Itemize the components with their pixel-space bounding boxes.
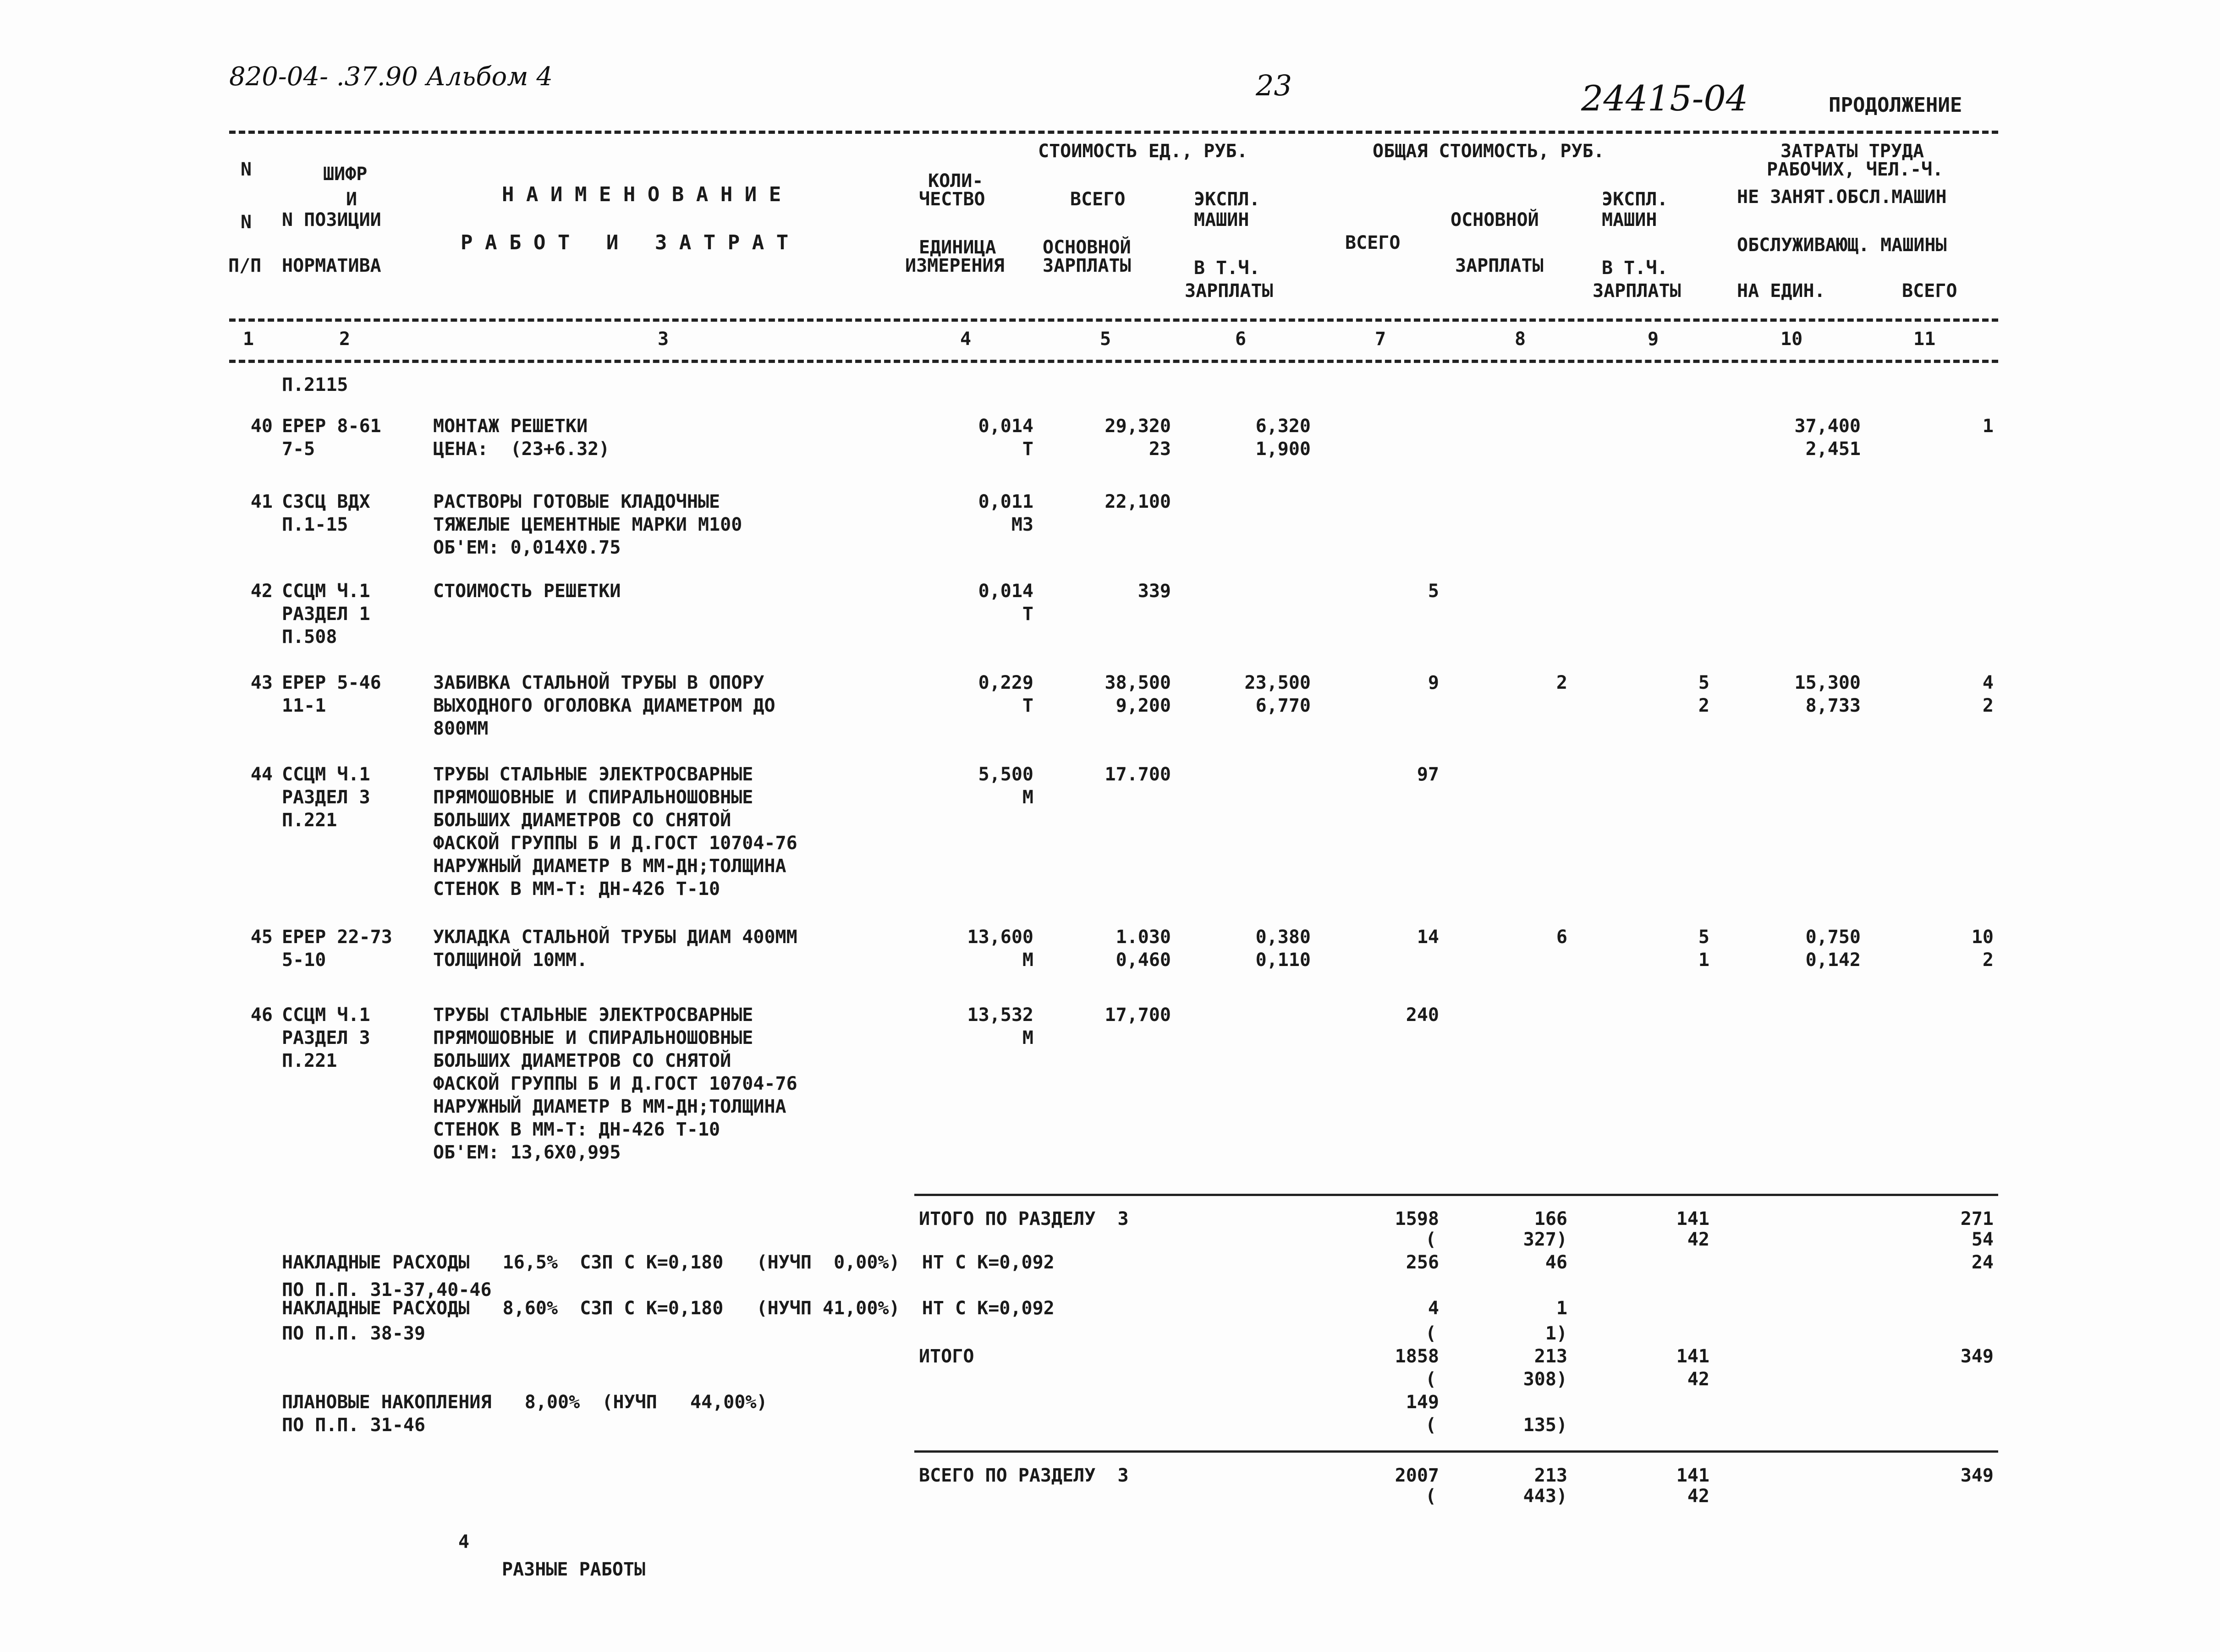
overhead1-label: НАКЛАДНЫЕ РАСХОДЫ 16,5% СЗП С К=0,180 (НУЧП 0,00%) НТ С К=0,092 — [282, 1252, 1055, 1273]
subtotal-c8-1: 213 — [1534, 1346, 1567, 1367]
next-section-number: 4 — [458, 1531, 470, 1553]
col5-header-wage: ЗАРПЛАТЫ — [1043, 255, 1131, 276]
row-2-qty: 0,011 — [978, 491, 1033, 512]
row-4-name-2: 800ММ — [433, 718, 489, 739]
row-4-c5-1: 9,200 — [1115, 695, 1171, 716]
row-4-qty: 0,229 — [978, 672, 1033, 693]
row-1-n: 40 — [250, 416, 273, 437]
colnum-8: 8 — [1515, 329, 1526, 350]
row-1-qty: 0,014 — [978, 416, 1033, 437]
section-total-c11-2: 54 — [1971, 1229, 1994, 1250]
row-3-c7-0: 5 — [1428, 581, 1439, 602]
col4-header-qty: КОЛИ- — [928, 170, 984, 192]
col1-header-n2: N — [241, 212, 252, 233]
row-3-code-2: П.508 — [282, 626, 337, 648]
col5-header-base: ОСНОВНОЙ — [1043, 237, 1131, 258]
row-6-name-0: УКЛАДКА СТАЛЬНОЙ ТРУБЫ ДИАМ 400ММ — [433, 927, 797, 948]
row-5-unit: М — [1022, 787, 1033, 808]
col6-header-mach: МАШИН — [1194, 209, 1249, 231]
row-7-name-3: ФАСКОЙ ГРУППЫ Б И Д.ГОСТ 10704-76 — [433, 1073, 797, 1094]
album-reference: 820-04- .37.90 Альбом 4 — [229, 62, 553, 92]
col1-header-pp: П/П — [228, 255, 262, 276]
row-4-c6-0: 23,500 — [1244, 672, 1311, 693]
row-7-name-1: ПРЯМОШОВНЫЕ И СПИРАЛЬНОШОВНЫЕ — [433, 1027, 753, 1048]
row-1-c10-1: 2,451 — [1805, 439, 1861, 460]
row-6-name-1: ТОЛЩИНОЙ 10ММ. — [433, 949, 588, 971]
col9-header-incl: В Т.Ч. — [1602, 258, 1668, 279]
grand-total-c9-2: 42 — [1687, 1486, 1709, 1507]
col4-header-unit: ЕДИНИЦА — [919, 237, 996, 258]
row-2-name-2: ОБ'ЕМ: 0,014Х0.75 — [433, 537, 621, 558]
row-4-unit: Т — [1022, 695, 1033, 716]
row-6-c6-1: 0,110 — [1255, 949, 1311, 971]
row-0-code-0: П.2115 — [282, 374, 348, 395]
overhead2-c8-2: 1) — [1545, 1323, 1567, 1344]
row-2-c5-0: 22,100 — [1105, 491, 1171, 512]
overhead1-c7: 256 — [1406, 1252, 1439, 1273]
col9-header-expl: ЭКСПЛ. — [1602, 189, 1668, 210]
row-3-c5-0: 339 — [1137, 581, 1171, 602]
row-5-name-1: ПРЯМОШОВНЫЕ И СПИРАЛЬНОШОВНЫЕ — [433, 787, 753, 808]
col2-header-norm: НОРМАТИВА — [282, 255, 381, 276]
page-number: 23 — [1256, 69, 1292, 102]
labor-idle-header: НЕ ЗАНЯТ.ОБСЛ.МАШИН — [1737, 187, 1947, 208]
row-4-c10-1: 8,733 — [1805, 695, 1861, 716]
row-6-qty: 13,600 — [967, 927, 1033, 948]
row-6-c5-0: 1.030 — [1115, 927, 1171, 948]
totals-top-rule — [914, 1194, 1998, 1196]
row-2-name-0: РАСТВОРЫ ГОТОВЫЕ КЛАДОЧНЫЕ — [433, 491, 720, 512]
row-4-c7-0: 9 — [1428, 672, 1439, 693]
col6-header-incl: В Т.Ч. — [1194, 258, 1260, 279]
col6-header-wage: ЗАРПЛАТЫ — [1185, 280, 1273, 302]
overhead2-paren: ( — [1425, 1323, 1437, 1344]
row-5-code-2: П.221 — [282, 810, 337, 831]
col6-header-expl: ЭКСПЛ. — [1194, 189, 1260, 210]
grand-total-c7: 2007 — [1395, 1465, 1439, 1486]
subtotal-paren: ( — [1425, 1369, 1437, 1390]
row-4-c9-0: 5 — [1698, 672, 1709, 693]
subtotal-label: ИТОГО — [919, 1346, 974, 1367]
row-3-code-1: РАЗДЕЛ 1 — [282, 604, 370, 625]
savings-items: ПО П.П. 31-46 — [282, 1415, 426, 1436]
row-4-c6-1: 6,770 — [1255, 695, 1311, 716]
row-7-unit: М — [1022, 1027, 1033, 1048]
row-5-name-0: ТРУБЫ СТАЛЬНЫЕ ЭЛЕКТРОСВАРНЫЕ — [433, 764, 753, 785]
row-7-code-1: РАЗДЕЛ 3 — [282, 1027, 370, 1048]
section-total-c11-1: 271 — [1960, 1208, 1994, 1229]
row-6-unit: М — [1022, 949, 1033, 971]
col11-header: ВСЕГО — [1902, 280, 1957, 302]
row-3-n: 42 — [250, 581, 273, 602]
colnum-4: 4 — [960, 329, 972, 350]
grand-total-c9-1: 141 — [1676, 1465, 1709, 1486]
section-total-paren: ( — [1425, 1229, 1437, 1250]
row-1-c5-0: 29,320 — [1105, 416, 1171, 437]
row-4-c5-0: 38,500 — [1105, 672, 1171, 693]
row-7-qty: 13,532 — [967, 1004, 1033, 1026]
row-7-name-4: НАРУЖНЫЙ ДИАМЕТР В ММ-ДН;ТОЛЩИНА — [433, 1096, 786, 1117]
section-total-label: ИТОГО ПО РАЗДЕЛУ 3 — [919, 1208, 1129, 1229]
row-6-c7-0: 14 — [1417, 927, 1439, 948]
col8-header-wage: ЗАРПЛАТЫ — [1455, 255, 1544, 276]
row-3-qty: 0,014 — [978, 581, 1033, 602]
row-5-name-5: СТЕНОК В ММ-Т: ДН-426 Т-10 — [433, 878, 720, 900]
row-6-c5-1: 0,460 — [1115, 949, 1171, 971]
row-1-name-1: ЦЕНА: (23+6.32) — [433, 439, 610, 460]
labor-group-header: ЗАТРАТЫ ТРУДА — [1780, 141, 1924, 162]
colnum-10: 10 — [1780, 329, 1803, 350]
row-2-code-1: П.1-15 — [282, 514, 348, 535]
row-6-c9-1: 1 — [1698, 949, 1709, 971]
row-7-code-2: П.221 — [282, 1050, 337, 1071]
col4-header-qty2: ЧЕСТВО — [919, 189, 985, 210]
row-1-c6-0: 6,320 — [1255, 416, 1311, 437]
row-2-name-1: ТЯЖЕЛЫЕ ЦЕМЕНТНЫЕ МАРКИ М100 — [433, 514, 742, 535]
col3-header-works: Р А Б О Т И З А Т Р А Т — [461, 231, 789, 254]
row-1-c10-0: 37,400 — [1794, 416, 1861, 437]
savings-c7: 149 — [1406, 1392, 1439, 1413]
row-4-c8-0: 2 — [1556, 672, 1567, 693]
labor-service-header: ОБСЛУЖИВАЮЩ. МАШИНЫ — [1737, 235, 1947, 256]
row-5-c5-0: 17.700 — [1105, 764, 1171, 785]
section-total-c8-1: 166 — [1534, 1208, 1567, 1229]
header-bottom-rule — [229, 318, 1998, 322]
colnum-6: 6 — [1235, 329, 1247, 350]
unit-cost-group-header: СТОИМОСТЬ ЕД., РУБ. — [1038, 141, 1248, 162]
row-1-code-1: 7-5 — [282, 439, 315, 460]
row-7-c7-0: 240 — [1406, 1004, 1439, 1026]
row-5-code-1: РАЗДЕЛ 3 — [282, 787, 370, 808]
row-7-name-5: СТЕНОК В ММ-Т: ДН-426 Т-10 — [433, 1119, 720, 1140]
overhead2-items: ПО П.П. 38-39 — [282, 1323, 426, 1344]
col2-header-code: ШИФР — [323, 164, 368, 185]
row-1-c11-0: 1 — [1982, 416, 1994, 437]
overhead1-items: ПО П.П. 31-37,40-46 — [282, 1279, 492, 1301]
row-4-c11-0: 4 — [1982, 672, 1994, 693]
grand-total-paren: ( — [1425, 1486, 1437, 1507]
row-1-c6-1: 1,900 — [1255, 439, 1311, 460]
row-6-code-0: ЕРЕР 22-73 — [282, 927, 392, 948]
grand-total-c11: 349 — [1960, 1465, 1994, 1486]
overhead2-c7: 4 — [1428, 1298, 1439, 1319]
colnum-1: 1 — [243, 329, 254, 350]
colnum-5: 5 — [1100, 329, 1111, 350]
overhead2-c8-1: 1 — [1556, 1298, 1567, 1319]
subtotal-c11: 349 — [1960, 1346, 1994, 1367]
row-3-code-0: ССЦМ Ч.1 — [282, 581, 370, 602]
row-4-c9-1: 2 — [1698, 695, 1709, 716]
subtotal-c9-1: 141 — [1676, 1346, 1709, 1367]
row-4-name-1: ВЫХОДНОГО ОГОЛОВКА ДИАМЕТРОМ ДО — [433, 695, 775, 716]
col9-header-mach: МАШИН — [1602, 209, 1657, 231]
labor-group-sub: РАБОЧИХ, ЧЕЛ.-Ч. — [1767, 159, 1944, 180]
row-7-name-0: ТРУБЫ СТАЛЬНЫЕ ЭЛЕКТРОСВАРНЫЕ — [433, 1004, 753, 1026]
col1-header-n: N — [241, 159, 252, 180]
col10-header: НА ЕДИН. — [1737, 280, 1825, 302]
row-5-code-0: ССЦМ Ч.1 — [282, 764, 370, 785]
row-1-name-0: МОНТАЖ РЕШЕТКИ — [433, 416, 588, 437]
colnum-7: 7 — [1375, 329, 1386, 350]
row-1-code-0: ЕРЕР 8-61 — [282, 416, 381, 437]
savings-paren: ( — [1425, 1415, 1437, 1436]
row-2-n: 41 — [250, 491, 273, 512]
next-section-title: РАЗНЫЕ РАБОТЫ — [502, 1559, 646, 1580]
row-5-qty: 5,500 — [978, 764, 1033, 785]
subtotal-c9-2: 42 — [1687, 1369, 1709, 1390]
col7-header-total: ВСЕГО — [1345, 232, 1401, 253]
column-number-rule — [229, 360, 1998, 363]
savings-c8: 135) — [1523, 1415, 1567, 1436]
row-6-code-1: 5-10 — [282, 949, 326, 971]
colnum-3: 3 — [658, 329, 669, 350]
col9-header-wage: ЗАРПЛАТЫ — [1593, 280, 1681, 302]
row-4-name-0: ЗАБИВКА СТАЛЬНОЙ ТРУБЫ В ОПОРУ — [433, 672, 764, 693]
row-3-name-0: СТОИМОСТЬ РЕШЕТКИ — [433, 581, 621, 602]
section-total-c8-2: 327) — [1523, 1229, 1567, 1250]
row-6-c10-1: 0,142 — [1805, 949, 1861, 971]
overhead2-label: НАКЛАДНЫЕ РАСХОДЫ 8,60% СЗП С К=0,180 (НУЧП 41,00%) НТ С К=0,092 — [282, 1298, 1055, 1319]
row-2-unit: М3 — [1011, 514, 1033, 535]
row-7-c5-0: 17,700 — [1105, 1004, 1171, 1026]
row-7-name-6: ОБ'ЕМ: 13,6Х0,995 — [433, 1142, 621, 1163]
subtotal-c8-2: 308) — [1523, 1369, 1567, 1390]
row-5-name-4: НАРУЖНЫЙ ДИАМЕТР В ММ-ДН;ТОЛЩИНА — [433, 856, 786, 877]
col3-header-name: Н А И М Е Н О В А Н И Е — [502, 183, 781, 206]
col2-header-and: И — [346, 189, 357, 210]
grand-total-label: ВСЕГО ПО РАЗДЕЛУ 3 — [919, 1465, 1129, 1486]
header-top-rule — [229, 131, 1998, 134]
row-1-c5-1: 23 — [1148, 439, 1171, 460]
subtotal-c7: 1858 — [1395, 1346, 1439, 1367]
row-5-name-3: ФАСКОЙ ГРУППЫ Б И Д.ГОСТ 10704-76 — [433, 833, 797, 854]
total-cost-group-header: ОБЩАЯ СТОИМОСТЬ, РУБ. — [1373, 141, 1605, 162]
col2-header-position: N ПОЗИЦИИ — [282, 209, 381, 231]
row-6-c10-0: 0,750 — [1805, 927, 1861, 948]
col4-header-measure: ИЗМЕРЕНИЯ — [905, 255, 1005, 276]
row-6-c6-0: 0,380 — [1255, 927, 1311, 948]
colnum-2: 2 — [339, 329, 351, 350]
row-4-code-0: ЕРЕР 5-46 — [282, 672, 381, 693]
row-4-code-1: 11-1 — [282, 695, 326, 716]
row-5-c7-0: 97 — [1417, 764, 1439, 785]
row-7-code-0: ССЦМ Ч.1 — [282, 1004, 370, 1026]
colnum-11: 11 — [1913, 329, 1936, 350]
row-6-c11-0: 10 — [1971, 927, 1994, 948]
grand-total-c8-2: 443) — [1523, 1486, 1567, 1507]
row-5-n: 44 — [250, 764, 273, 785]
grand-total-c8-1: 213 — [1534, 1465, 1567, 1486]
row-6-c11-1: 2 — [1982, 949, 1994, 971]
row-3-unit: Т — [1022, 604, 1033, 625]
overhead1-c11: 24 — [1971, 1252, 1994, 1273]
row-6-n: 45 — [250, 927, 273, 948]
row-6-c9-0: 5 — [1698, 927, 1709, 948]
row-4-c11-1: 2 — [1982, 695, 1994, 716]
grand-total-rule — [914, 1450, 1998, 1453]
document-number: 24415-04 — [1581, 78, 1748, 119]
continuation-label: ПРОДОЛЖЕНИЕ — [1829, 93, 1962, 117]
row-4-n: 43 — [250, 672, 273, 693]
col8-header-base: ОСНОВНОЙ — [1451, 209, 1539, 231]
col5-header-total: ВСЕГО — [1070, 189, 1126, 210]
section-total-c9-2: 42 — [1687, 1229, 1709, 1250]
row-6-c8-0: 6 — [1556, 927, 1567, 948]
section-total-c9-1: 141 — [1676, 1208, 1709, 1229]
colnum-9: 9 — [1648, 329, 1659, 350]
row-7-n: 46 — [250, 1004, 273, 1026]
overhead1-c8: 46 — [1545, 1252, 1567, 1273]
row-1-unit: Т — [1022, 439, 1033, 460]
row-2-code-0: СЗСЦ ВДХ — [282, 491, 370, 512]
savings-label: ПЛАНОВЫЕ НАКОПЛЕНИЯ 8,00% (НУЧП 44,00%) — [282, 1392, 768, 1413]
row-5-name-2: БОЛЬШИХ ДИАМЕТРОВ СО СНЯТОЙ — [433, 810, 731, 831]
row-4-c10-0: 15,300 — [1794, 672, 1861, 693]
row-7-name-2: БОЛЬШИХ ДИАМЕТРОВ СО СНЯТОЙ — [433, 1050, 731, 1071]
section-total-c7: 1598 — [1395, 1208, 1439, 1229]
